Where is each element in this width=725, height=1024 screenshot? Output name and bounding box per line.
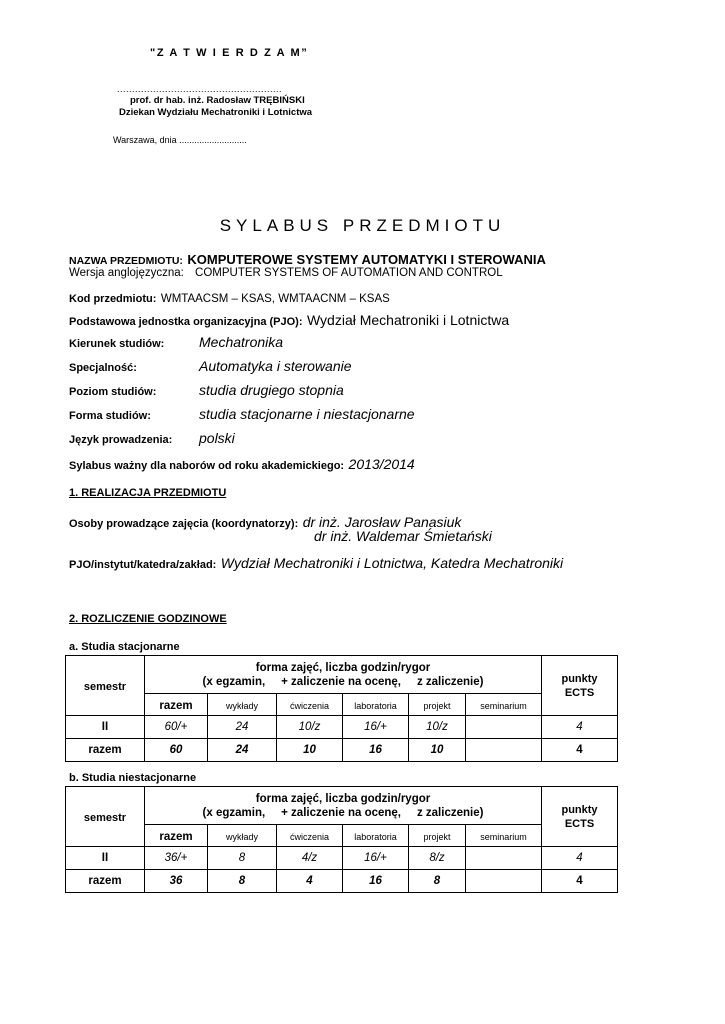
header-seminarium: seminarium xyxy=(466,694,542,716)
cell-cwiczenia: 4/z xyxy=(277,847,343,870)
study-form-value: studia stacjonarne i niestacjonarne xyxy=(199,406,415,422)
header-forma: forma zajęć, liczba godzin/rygor (x egzamin, + zaliczenie na ocenę, z zaliczenie) xyxy=(145,656,542,694)
validity-value: 2013/2014 xyxy=(348,456,415,472)
header-razem: razem xyxy=(145,825,208,847)
field-label: Kierunek studiów: xyxy=(69,338,165,350)
pjo-row xyxy=(69,312,509,330)
cell-projekt: 8 xyxy=(409,870,466,893)
cell-razem: 60 xyxy=(145,739,208,762)
document-title: SYLABUS PRZEDMIOTU xyxy=(219,216,506,235)
header-semestr: semestr xyxy=(66,656,145,716)
section-2-heading: 2. ROZLICZENIE GODZINOWE xyxy=(69,613,227,625)
header-ects: punkty ECTS xyxy=(542,656,618,716)
cell-wyklady: 24 xyxy=(208,739,277,762)
cell-semestr: razem xyxy=(66,870,145,893)
cell-seminarium xyxy=(466,716,542,739)
cell-wyklady: 8 xyxy=(208,870,277,893)
unit-row xyxy=(69,555,563,573)
language-label: Język prowadzenia: xyxy=(69,434,173,446)
cell-semestr: II xyxy=(66,716,145,739)
specialty-value: Automatyka i sterowanie xyxy=(199,358,352,374)
pjo-value: Wydział Mechatroniki i Lotnictwa xyxy=(306,312,510,328)
hours-table-stationary xyxy=(65,655,618,762)
cell-ects: 4 xyxy=(542,716,618,739)
cell-seminarium xyxy=(466,847,542,870)
field-value: Mechatronika xyxy=(199,334,284,350)
header-laboratoria: laboratoria xyxy=(343,694,409,716)
course-code-row xyxy=(69,289,390,307)
approver-role: Dziekan Wydziału Mechatroniki i Lotnictwa xyxy=(119,107,313,118)
cell-laboratoria: 16 xyxy=(343,739,409,762)
header-wyklady: wykłady xyxy=(208,694,277,716)
stationary-label: a. Studia stacjonarne xyxy=(69,641,180,653)
cell-cwiczenia: 10/z xyxy=(277,716,343,739)
course-name-value: KOMPUTEROWE SYSTEMY AUTOMATYKI I STEROWANIA xyxy=(187,252,546,267)
header-projekt: projekt xyxy=(409,825,466,847)
cell-laboratoria: 16/+ xyxy=(343,847,409,870)
validity-label: Sylabus ważny dla naborów od roku akademickiego: xyxy=(69,460,345,472)
approver-name: prof. dr hab. inż. Radosław TRĘBIŃSKI xyxy=(130,95,305,106)
validity-row xyxy=(69,456,415,474)
english-name-row xyxy=(69,267,503,279)
table-row xyxy=(66,716,618,739)
header-cwiczenia: ćwiczenia xyxy=(277,825,343,847)
level-value: studia drugiego stopnia xyxy=(199,382,344,398)
cell-laboratoria: 16 xyxy=(343,870,409,893)
cell-razem: 36 xyxy=(145,870,208,893)
cell-projekt: 8/z xyxy=(409,847,466,870)
cell-seminarium xyxy=(466,870,542,893)
course-code-label: Kod przedmiotu: xyxy=(69,293,157,305)
approval-title: "Z A T W I E R D Z A M” xyxy=(150,47,309,59)
english-name-value: COMPUTER SYSTEMS OF AUTOMATION AND CONTROL xyxy=(195,267,503,279)
cell-semestr: II xyxy=(66,847,145,870)
cell-cwiczenia: 4 xyxy=(277,870,343,893)
header-ects: punkty ECTS xyxy=(542,787,618,847)
header-wyklady: wykłady xyxy=(208,825,277,847)
cell-razem: 36/+ xyxy=(145,847,208,870)
coordinators-label: Osoby prowadzące zajęcia (koordynatorzy): xyxy=(69,518,299,530)
cell-razem: 60/+ xyxy=(145,716,208,739)
signature-line: ....................................................... xyxy=(117,84,283,94)
header-razem: razem xyxy=(145,694,208,716)
unit-value: Wydział Mechatroniki i Lotnictwa, Katedra Mechatroniki xyxy=(220,555,564,571)
cell-ects: 4 xyxy=(542,870,618,893)
pjo-label: Podstawowa jednostka organizacyjna (PJO): xyxy=(69,316,303,328)
study-form-label: Forma studiów: xyxy=(69,410,151,422)
section-1-heading: 1. REALIZACJA PRZEDMIOTU xyxy=(69,487,227,499)
cell-wyklady: 24 xyxy=(208,716,277,739)
header-semestr: semestr xyxy=(66,787,145,847)
cell-projekt: 10/z xyxy=(409,716,466,739)
cell-ects: 4 xyxy=(542,847,618,870)
language-value: polski xyxy=(199,430,235,446)
approval-place-date: Warszawa, dnia ........................... xyxy=(113,135,247,145)
course-name-label: NAZWA PRZEDMIOTU: xyxy=(69,255,183,267)
cell-laboratoria: 16/+ xyxy=(343,716,409,739)
header-forma: forma zajęć, liczba godzin/rygor (x egzamin, + zaliczenie na ocenę, z zaliczenie) xyxy=(145,787,542,825)
table-row xyxy=(66,870,618,893)
course-code-value: WMTAACSM – KSAS, WMTAACNM – KSAS xyxy=(160,293,390,305)
table-row xyxy=(66,739,618,762)
level-label: Poziom studiów: xyxy=(69,386,157,398)
cell-wyklady: 8 xyxy=(208,847,277,870)
english-name-label: Wersja anglojęzyczna: xyxy=(69,267,184,279)
cell-ects: 4 xyxy=(542,739,618,762)
coordinator-2: dr inż. Waldemar Śmietański xyxy=(314,528,492,544)
header-seminarium: seminarium xyxy=(466,825,542,847)
hours-table-nonstationary xyxy=(65,786,618,893)
cell-projekt: 10 xyxy=(409,739,466,762)
cell-seminarium xyxy=(466,739,542,762)
unit-label: PJO/instytut/katedra/zakład: xyxy=(69,559,217,571)
header-projekt: projekt xyxy=(409,694,466,716)
nonstationary-label: b. Studia niestacjonarne xyxy=(69,772,197,784)
header-cwiczenia: ćwiczenia xyxy=(277,694,343,716)
cell-cwiczenia: 10 xyxy=(277,739,343,762)
coordinator-1: dr inż. Jarosław Panasiuk xyxy=(302,514,462,530)
specialty-label: Specjalność: xyxy=(69,362,137,374)
header-laboratoria: laboratoria xyxy=(343,825,409,847)
cell-semestr: razem xyxy=(66,739,145,762)
table-row xyxy=(66,847,618,870)
